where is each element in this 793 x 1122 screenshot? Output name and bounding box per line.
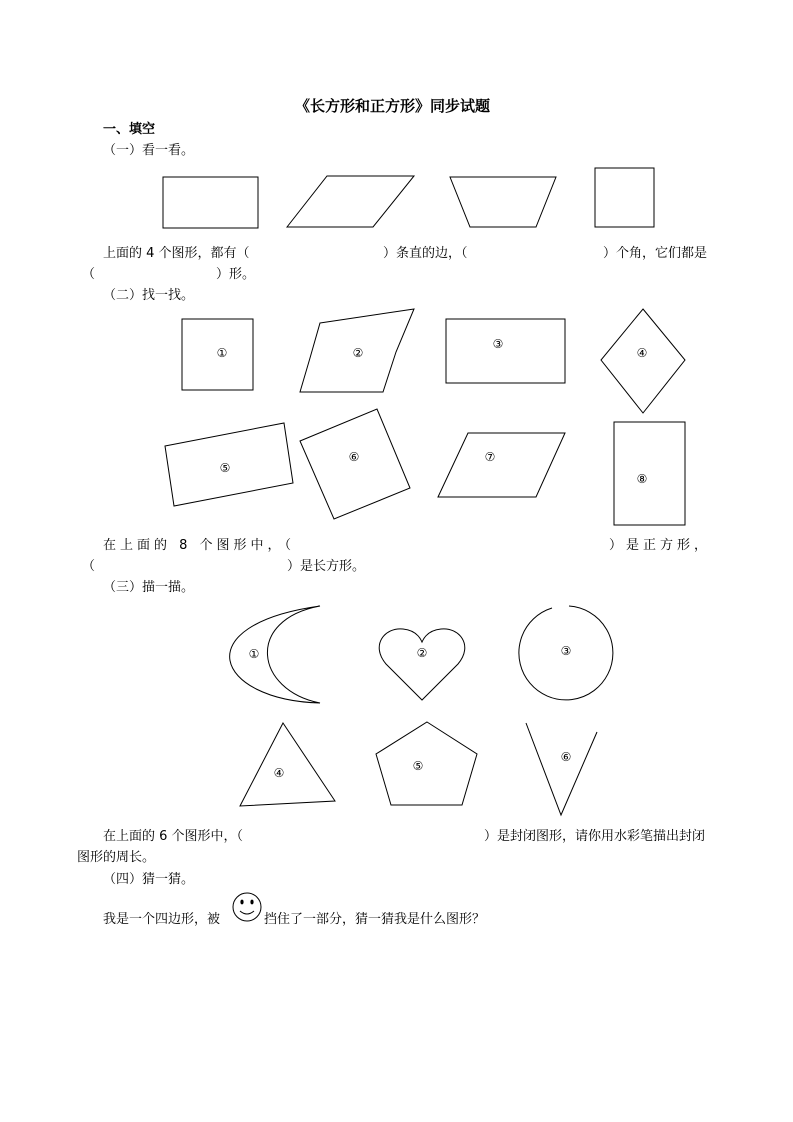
- part2-label: （二）找一找。: [103, 288, 195, 303]
- part2-question-c: （: [82, 559, 96, 574]
- part3-label-1: ①: [248, 647, 260, 661]
- part2-label-4: ④: [636, 346, 648, 360]
- part3-open-v-shape: [526, 723, 597, 815]
- part1-trapezoid: [450, 177, 556, 227]
- part3-question-b: ）是封闭图形，请你用水彩笔描出封闭: [484, 829, 706, 844]
- part3-question-a: 在上面的 6 个图形中，（: [103, 829, 244, 844]
- part3-triangle: [240, 723, 335, 806]
- part1-question-e: ）形。: [216, 267, 256, 282]
- part2-shape-7: [438, 433, 565, 497]
- part3-label-4: ④: [273, 766, 285, 780]
- part2-shape-4: [601, 309, 685, 413]
- part2-shape-3: [446, 319, 565, 383]
- part1-label: （一）看一看。: [103, 143, 195, 158]
- part2-label-2: ②: [352, 346, 364, 360]
- part1-square: [595, 168, 654, 227]
- part3-pentagon: [376, 722, 477, 805]
- part3-question-c: 图形的周长。: [77, 850, 156, 865]
- part1-question-d: （: [82, 267, 96, 282]
- part4-question-b: 挡住了一部分，猜一猜我是什么图形？: [264, 912, 486, 927]
- part2-label-5: ⑤: [219, 461, 231, 475]
- part3-label-6: ⑥: [560, 750, 572, 764]
- part1-question-b: ）条直的边，（: [383, 246, 468, 261]
- part2-shape-6: [300, 409, 410, 519]
- part1-question-a: 上面的 4 个图形，都有（: [103, 246, 250, 261]
- part2-label-1: ①: [216, 346, 228, 360]
- part1-parallelogram: [287, 176, 414, 227]
- part4-question-a: 我是一个四边形，被: [103, 912, 221, 927]
- part1-question-c: ）个角，它们都是: [603, 246, 708, 261]
- smiley-face-icon: [233, 893, 261, 921]
- part3-label-5: ⑤: [412, 759, 424, 773]
- part2-label-6: ⑥: [348, 450, 360, 464]
- part3-heart: [379, 629, 465, 700]
- part2-shape-8: [614, 422, 685, 525]
- part1-rectangle: [163, 177, 258, 228]
- part3-label: （三）描一描。: [103, 580, 195, 595]
- section-heading: 一、填空: [103, 122, 156, 137]
- part2-question-a: 在上面的 8 个图形中，（: [103, 538, 296, 553]
- part3-label-3: ③: [560, 644, 572, 658]
- part4-label: （四）猜一猜。: [103, 872, 195, 887]
- part2-label-8: ⑧: [636, 472, 648, 486]
- part2-question-d: ）是长方形。: [287, 559, 366, 574]
- part3-crescent: [230, 606, 320, 703]
- page-title: 《长方形和正方形》同步试题: [295, 97, 491, 115]
- part2-question-b: ）是正方形，: [609, 538, 712, 553]
- part2-label-3: ③: [492, 337, 504, 351]
- part3-label-2: ②: [416, 646, 428, 660]
- part2-label-7: ⑦: [484, 450, 496, 464]
